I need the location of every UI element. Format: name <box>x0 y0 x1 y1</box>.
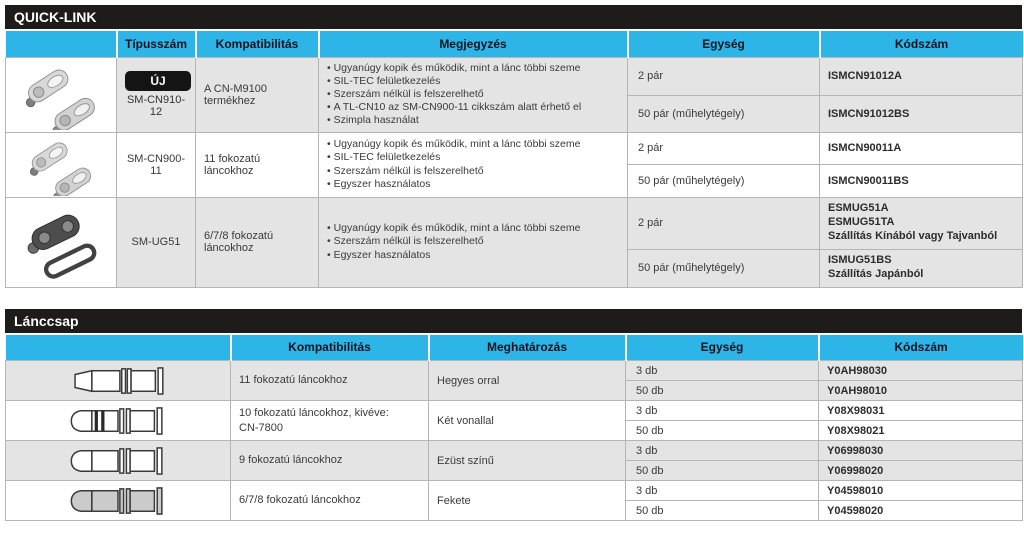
unit-cell: 50 pár (műhelytégely) <box>628 95 820 132</box>
table-row <box>6 197 1023 249</box>
compatibility-cell: 6/7/8 fokozatú láncokhoz <box>196 197 319 287</box>
compatibility-cell <box>231 361 429 401</box>
definition-cell: Hegyes orral <box>429 361 626 401</box>
unit-cell: 3 db <box>626 481 819 501</box>
type-number: SM-CN910-12 <box>126 94 186 118</box>
type-number-cell <box>117 57 196 132</box>
code-cell: Y0AH98030 <box>819 361 1023 381</box>
lanccsap-title-bar: Lánccsap <box>5 309 1022 333</box>
quick-link-silver-photo-icon <box>13 60 109 130</box>
unit-cell: 50 db <box>626 501 819 521</box>
code-cell: Y06998020 <box>819 461 1023 481</box>
column-header-image <box>6 31 117 57</box>
notes-cell <box>319 57 628 132</box>
compatibility-cell <box>231 481 429 521</box>
quick-link-header-row <box>6 31 1023 57</box>
type-number-cell: SM-CN900-11 <box>117 132 196 197</box>
product-image-cell <box>6 132 117 197</box>
note-item: • A TL-CN10 az SM-CN900-11 cikkszám alatt érhető el <box>327 101 619 114</box>
note-item: • SIL-TEC felületkezelés <box>327 151 619 164</box>
definition-cell: Fekete <box>429 481 626 521</box>
column-header-kodszam: Kódszám <box>820 31 1023 57</box>
compatibility-cell: A CN-M9100 termékhez <box>196 57 319 132</box>
code-cell: Y04598010 <box>819 481 1023 501</box>
quick-link-table <box>5 31 1023 288</box>
note-item: • SIL-TEC felületkezelés <box>327 75 619 88</box>
note-item: • Egyszer használatos <box>327 178 619 191</box>
code-cell: Y08X98021 <box>819 421 1023 441</box>
compatibility-cell: 11 fokozatú láncokhoz <box>196 132 319 197</box>
code-cell <box>820 197 1023 249</box>
column-header-meghatarozas: Meghatározás <box>429 335 626 361</box>
new-badge: ÚJ <box>125 71 191 91</box>
compatibility-cell <box>231 441 429 481</box>
code-line: ESMUG51TA <box>828 216 895 229</box>
quick-link-silver-photo-icon <box>13 134 109 196</box>
note-item: • Ugyanúgy kopik és működik, mint a lánc többi szeme <box>327 62 619 75</box>
column-header-tipusszam: Típusszám <box>117 31 196 57</box>
code-cell: Y04598020 <box>819 501 1023 521</box>
code-line: ISMUG51BS <box>828 254 892 267</box>
compat-line: 6/7/8 fokozatú láncokhoz <box>239 494 361 507</box>
notes-cell <box>319 132 628 197</box>
type-number-cell: SM-UG51 <box>117 197 196 287</box>
column-header-image <box>6 335 231 361</box>
column-header-megjegyzes: Megjegyzés <box>319 31 628 57</box>
lanccsap-header-row <box>6 335 1023 361</box>
code-line: Szállítás Japánból <box>828 268 924 280</box>
code-cell <box>820 249 1023 287</box>
column-header-egyseg: Egység <box>626 335 819 361</box>
product-image-cell <box>6 57 117 132</box>
column-header-kodszam: Kódszám <box>819 335 1023 361</box>
note-item: • Ugyanúgy kopik és működik, mint a lánc többi szeme <box>327 222 619 235</box>
definition-cell: Ezüst színű <box>429 441 626 481</box>
compat-line: 9 fokozatú láncokhoz <box>239 454 343 467</box>
chain-pin-two-lines-icon <box>62 405 174 437</box>
product-image-cell <box>6 441 231 481</box>
unit-cell: 50 pár (műhelytégely) <box>628 165 820 198</box>
product-image-cell <box>6 197 117 287</box>
note-item: • Szimpla használat <box>327 114 619 127</box>
table-row <box>6 132 1023 165</box>
lanccsap-table <box>5 335 1023 522</box>
code-line: ESMUG51A <box>828 202 889 215</box>
notes-cell <box>319 197 628 287</box>
compat-line: 10 fokozatú láncokhoz, kivéve: <box>239 407 389 420</box>
table-spacer <box>5 288 1022 309</box>
quick-link-title-bar: QUICK-LINK <box>5 5 1022 29</box>
column-header-egyseg: Egység <box>628 31 820 57</box>
code-cell: Y08X98031 <box>819 401 1023 421</box>
unit-cell: 50 pár (műhelytégely) <box>628 249 820 287</box>
unit-cell: 3 db <box>626 361 819 381</box>
note-item: • Szerszám nélkül is felszerelhető <box>327 88 619 101</box>
code-cell: ISMCN90011BS <box>820 165 1023 198</box>
chain-pin-silver-icon <box>62 445 174 477</box>
column-header-kompatibilitas: Kompatibilitás <box>231 335 429 361</box>
unit-cell: 50 db <box>626 461 819 481</box>
product-image-cell <box>6 401 231 441</box>
column-header-kompatibilitas: Kompatibilitás <box>196 31 319 57</box>
code-cell: Y0AH98010 <box>819 381 1023 401</box>
note-item: • Szerszám nélkül is felszerelhető <box>327 165 619 178</box>
unit-cell: 50 db <box>626 381 819 401</box>
table-row <box>6 401 1023 421</box>
unit-cell: 2 pár <box>628 57 820 95</box>
product-image-cell <box>6 481 231 521</box>
unit-cell: 3 db <box>626 401 819 421</box>
table-row <box>6 441 1023 461</box>
compat-line: CN-7800 <box>239 421 284 434</box>
chain-pin-black-icon <box>62 485 174 517</box>
compatibility-cell <box>231 401 429 441</box>
code-cell: Y06998030 <box>819 441 1023 461</box>
definition-cell: Két vonallal <box>429 401 626 441</box>
unit-cell: 2 pár <box>628 197 820 249</box>
code-line: Szállítás Kínából vagy Tajvanból <box>828 229 998 242</box>
table-row <box>6 361 1023 381</box>
compat-line: 11 fokozatú láncokhoz <box>239 374 348 387</box>
unit-cell: 50 db <box>626 421 819 441</box>
chain-link-black-photo-icon <box>13 203 109 281</box>
code-cell: ISMCN91012A <box>820 57 1023 95</box>
note-item: • Egyszer használatos <box>327 249 619 262</box>
table-row <box>6 481 1023 501</box>
code-cell: ISMCN90011A <box>820 132 1023 165</box>
unit-cell: 2 pár <box>628 132 820 165</box>
product-image-cell <box>6 361 231 401</box>
table-row <box>6 57 1023 95</box>
chain-pin-pointed-icon <box>62 365 174 397</box>
code-cell: ISMCN91012BS <box>820 95 1023 132</box>
unit-cell: 3 db <box>626 441 819 461</box>
note-item: • Szerszám nélkül is felszerelhető <box>327 235 619 248</box>
note-item: • Ugyanúgy kopik és működik, mint a lánc többi szeme <box>327 138 619 151</box>
